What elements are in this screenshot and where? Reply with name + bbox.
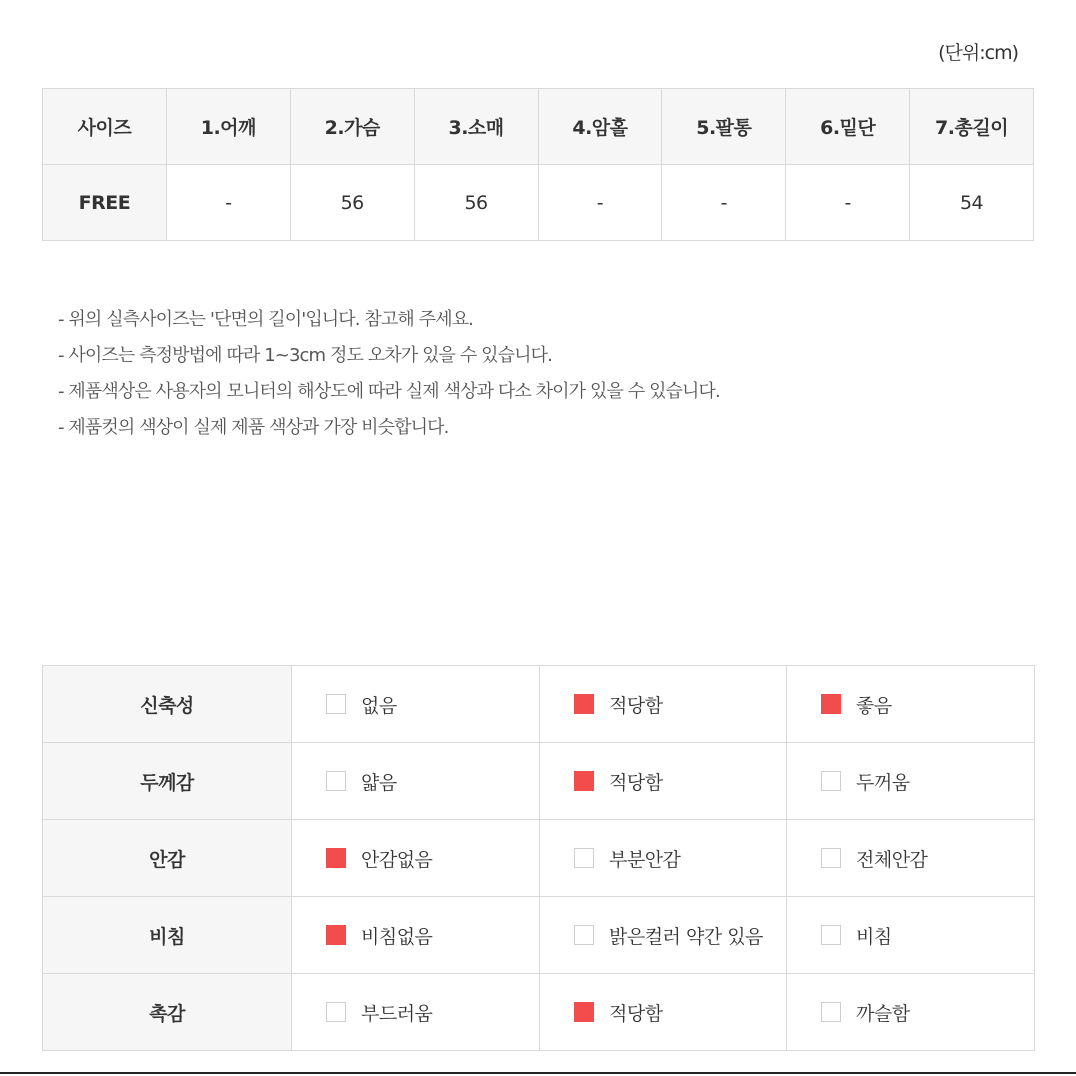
header-armhole: 4.암홀 [538,89,662,165]
fabric-option-label: 두꺼움 [856,771,910,794]
fabric-attribute: 촉감 [43,974,292,1051]
fabric-option-label: 얇음 [361,771,397,794]
note-item: - 제품컷의 색상이 실제 제품 색상과 가장 비슷합니다. [58,417,449,438]
fabric-option [292,974,540,1051]
fabric-option [292,820,540,897]
notes-list [58,302,720,446]
fabric-option [292,743,540,820]
bottom-divider [0,1072,1076,1074]
total-length-value: 54 [910,165,1034,241]
fabric-option-label: 없음 [361,694,397,717]
fabric-option [540,743,787,820]
fabric-option-label: 전체안감 [856,848,928,871]
unchecked-box-icon [821,925,841,945]
fabric-option [292,666,540,743]
fabric-option-label: 비침 [856,925,892,948]
fabric-option-label: 부드러움 [361,1002,433,1025]
unchecked-box-icon [574,848,594,868]
fabric-option [540,820,787,897]
fabric-row [43,974,1035,1051]
hem-value: - [786,165,910,241]
fabric-option [787,666,1035,743]
fabric-option-label: 까슬함 [856,1002,910,1025]
fabric-option-label: 밝은컬러 약간 있음 [609,925,763,948]
size-table-header-row [43,89,1034,165]
size-table [42,88,1034,241]
unchecked-box-icon [821,1002,841,1022]
armhole-value: - [538,165,662,241]
fabric-option [540,666,787,743]
unchecked-box-icon [821,848,841,868]
checked-box-icon [574,694,594,714]
fabric-row [43,743,1035,820]
checked-box-icon [821,694,841,714]
unit-label: (단위:cm) [938,42,1018,64]
fabric-row [43,820,1035,897]
chest-value: 56 [290,165,414,241]
fabric-attribute: 신축성 [43,666,292,743]
fabric-row [43,666,1035,743]
checked-box-icon [574,771,594,791]
fabric-option-label: 적당함 [609,1002,663,1025]
sleeve-value: 56 [414,165,538,241]
header-arm-width: 5.팔통 [662,89,786,165]
fabric-option [540,974,787,1051]
unchecked-box-icon [821,771,841,791]
fabric-attribute: 두께감 [43,743,292,820]
header-size: 사이즈 [43,89,167,165]
size-table-row [43,165,1034,241]
header-shoulder: 1.어깨 [166,89,290,165]
header-chest: 2.가슴 [290,89,414,165]
fabric-option-label: 적당함 [609,694,663,717]
header-hem: 6.밑단 [786,89,910,165]
checked-box-icon [574,1002,594,1022]
unchecked-box-icon [574,925,594,945]
note-item: - 제품색상은 사용자의 모니터의 해상도에 따라 실제 색상과 다소 차이가 있을 수 있습니다. [58,381,720,402]
fabric-option [787,974,1035,1051]
unchecked-box-icon [326,1002,346,1022]
header-total-length: 7.총길이 [910,89,1034,165]
fabric-option [787,820,1035,897]
fabric-option-label: 비침없음 [361,925,433,948]
checked-box-icon [326,925,346,945]
fabric-option-label: 안감없음 [361,848,433,871]
note-item: - 위의 실측사이즈는 '단면의 길이'입니다. 참고해 주세요. [58,309,473,330]
header-sleeve: 3.소매 [414,89,538,165]
fabric-option [787,743,1035,820]
fabric-attribute: 비침 [43,897,292,974]
fabric-option [787,897,1035,974]
fabric-option [540,897,787,974]
fabric-option-label: 적당함 [609,771,663,794]
note-item: - 사이즈는 측정방법에 따라 1~3cm 정도 오차가 있을 수 있습니다. [58,345,552,366]
unchecked-box-icon [326,694,346,714]
size-value: FREE [43,165,167,241]
fabric-info-table [42,665,1035,1051]
checked-box-icon [326,848,346,868]
fabric-option [292,897,540,974]
unchecked-box-icon [326,771,346,791]
fabric-option-label: 좋음 [856,694,892,717]
fabric-row [43,897,1035,974]
arm-width-value: - [662,165,786,241]
fabric-attribute: 안감 [43,820,292,897]
shoulder-value: - [166,165,290,241]
fabric-option-label: 부분안감 [609,848,681,871]
